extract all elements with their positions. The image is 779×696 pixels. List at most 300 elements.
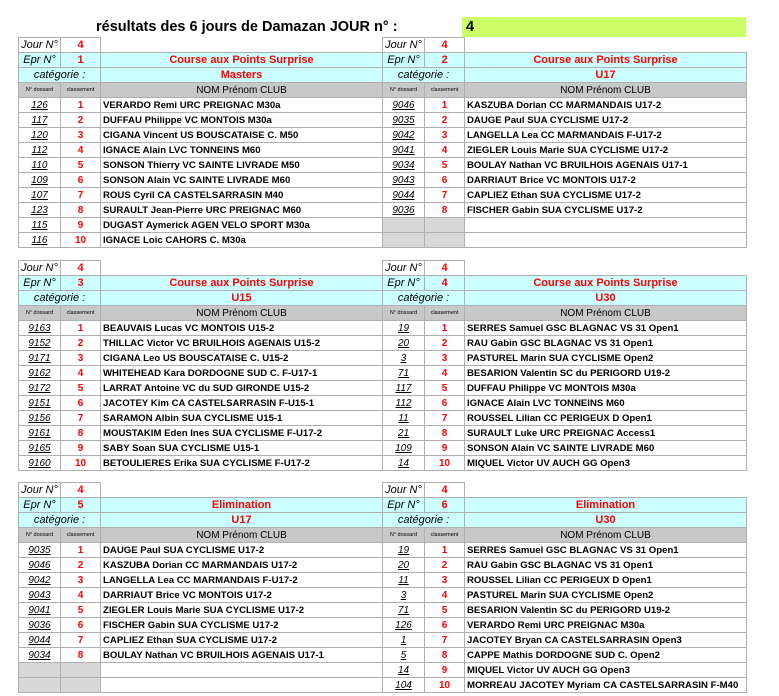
race-name: Elimination (465, 498, 747, 513)
dossard-number: 71 (383, 366, 425, 381)
rider-name-club: VERARDO Remi URC PREIGNAC M30a (101, 98, 383, 113)
table-row (19, 396, 383, 411)
dossard-number (19, 678, 61, 693)
column-header-row (383, 83, 747, 98)
classement-value: 1 (425, 543, 465, 558)
rider-name-club: MOUSTAKIM Eden Ines SUA CYCLISME F-U17-2 (101, 426, 383, 441)
classement-value (425, 233, 465, 248)
classement-value: 5 (61, 158, 101, 173)
club-header: NOM Prénom CLUB (465, 83, 747, 98)
rider-name-club: ROUSSEL Lilian CC PERIGEUX D Open1 (465, 573, 747, 588)
classement-value: 6 (61, 173, 101, 188)
dossard-number: 11 (383, 573, 425, 588)
classement-value: 4 (61, 366, 101, 381)
epr-row (383, 498, 747, 513)
classement-value: 4 (61, 143, 101, 158)
classement-value: 5 (425, 381, 465, 396)
race-name: Course aux Points Surprise (101, 276, 383, 291)
spacer (101, 261, 383, 276)
column-header-row (19, 83, 383, 98)
dossard-number: 9163 (19, 321, 61, 336)
table-row (19, 321, 383, 336)
rider-name-club: BEAUVAIS Lucas VC MONTOIS U15-2 (101, 321, 383, 336)
table-row (19, 158, 383, 173)
dossard-number (383, 218, 425, 233)
rider-name-club: IGNACE Alain LVC TONNEINS M60 (465, 396, 747, 411)
jour-label: Jour N° (19, 483, 61, 498)
club-header: NOM Prénom CLUB (101, 528, 383, 543)
epr-label: Epr N° (19, 53, 61, 68)
classement-value: 5 (425, 603, 465, 618)
dossard-number: 14 (383, 663, 425, 678)
table-row (19, 588, 383, 603)
epr-row (19, 498, 383, 513)
classement-value: 3 (425, 351, 465, 366)
dossard-number: 9044 (19, 633, 61, 648)
race-name: Elimination (101, 498, 383, 513)
dossard-number: 123 (19, 203, 61, 218)
category-row (19, 291, 383, 306)
classement-value: 4 (61, 588, 101, 603)
rider-name-club: IGNACE Alain LVC TONNEINS M60 (101, 143, 383, 158)
rider-name-club: FISCHER Gabin SUA CYCLISME U17-2 (465, 203, 747, 218)
category-value: Masters (101, 68, 383, 83)
jour-label: Jour N° (383, 261, 425, 276)
rider-name-club: BESARION Valentin SC du PERIGORD U19-2 (465, 366, 747, 381)
category-row (19, 513, 383, 528)
jour-value: 4 (425, 261, 465, 276)
category-row (19, 68, 383, 83)
dossard-header: N° dossard (19, 528, 61, 543)
dossard-number: 107 (19, 188, 61, 203)
classement-value: 8 (61, 203, 101, 218)
dossard-number: 9152 (19, 336, 61, 351)
spacer (465, 261, 747, 276)
dossard-number: 104 (383, 678, 425, 693)
dossard-number: 9156 (19, 411, 61, 426)
dossard-number: 112 (383, 396, 425, 411)
classement-header: classement (425, 528, 465, 543)
rider-name-club: MIQUEL Victor UV AUCH GG Open3 (465, 663, 747, 678)
dossard-header: N° dossard (19, 83, 61, 98)
rider-name-club: JACOTEY Kim CA CASTELSARRASIN F-U15-1 (101, 396, 383, 411)
classement-value: 2 (425, 113, 465, 128)
dossard-number: 19 (383, 321, 425, 336)
dossard-number: 120 (19, 128, 61, 143)
classement-value: 8 (425, 648, 465, 663)
epr-label: Epr N° (383, 498, 425, 513)
epr-row (383, 53, 747, 68)
classement-value: 4 (425, 366, 465, 381)
spacer (465, 483, 747, 498)
classement-value: 9 (61, 218, 101, 233)
table-row (19, 351, 383, 366)
table-row (19, 98, 383, 113)
classement-value: 8 (61, 426, 101, 441)
table-row (383, 381, 747, 396)
table-row (383, 143, 747, 158)
classement-value: 6 (425, 396, 465, 411)
table-row (383, 573, 747, 588)
page-header (0, 0, 779, 37)
rider-name-club: DARRIAUT Brice VC MONTOIS U17-2 (465, 173, 747, 188)
dossard-number: 9041 (383, 143, 425, 158)
table-row (383, 633, 747, 648)
table-row (383, 543, 747, 558)
table-row (19, 173, 383, 188)
category-label: catégorie : (383, 513, 465, 528)
classement-value: 5 (61, 603, 101, 618)
rider-name-club: SERRES Samuel GSC BLAGNAC VS 31 Open1 (465, 543, 747, 558)
dossard-number (383, 233, 425, 248)
rider-name-club: WHITEHEAD Kara DORDOGNE SUD C. F-U17-1 (101, 366, 383, 381)
classement-header: classement (425, 83, 465, 98)
dossard-number: 14 (383, 456, 425, 471)
dossard-number: 9161 (19, 426, 61, 441)
club-header: NOM Prénom CLUB (101, 306, 383, 321)
table-row (383, 603, 747, 618)
dossard-number: 116 (19, 233, 61, 248)
day-number: 4 (466, 19, 475, 35)
race-block (18, 260, 382, 471)
classement-value: 1 (61, 543, 101, 558)
dossard-header: N° dossard (19, 306, 61, 321)
table-row (383, 366, 747, 381)
category-label: catégorie : (19, 68, 101, 83)
rider-name-club: THILLAC Victor VC BRUILHOIS AGENAIS U15-2 (101, 336, 383, 351)
dossard-number: 3 (383, 351, 425, 366)
rider-name-club: SERRES Samuel GSC BLAGNAC VS 31 Open1 (465, 321, 747, 336)
rider-name-club (101, 663, 383, 678)
rider-name-club: SURAULT Jean-Pierre URC PREIGNAC M60 (101, 203, 383, 218)
table-row (19, 603, 383, 618)
category-value: U17 (101, 513, 383, 528)
dossard-number: 9044 (383, 188, 425, 203)
dossard-number: 9035 (19, 543, 61, 558)
dossard-number: 109 (19, 173, 61, 188)
classement-value: 2 (61, 336, 101, 351)
rider-name-club: PASTUREL Marin SUA CYCLISME Open2 (465, 588, 747, 603)
classement-value: 7 (425, 633, 465, 648)
jour-value: 4 (425, 483, 465, 498)
rider-name-club: LARRAT Antoine VC du SUD GIRONDE U15-2 (101, 381, 383, 396)
classement-value (61, 678, 101, 693)
category-value: U17 (465, 68, 747, 83)
table-row (383, 351, 747, 366)
epr-value: 2 (425, 53, 465, 68)
rider-name-club: ROUS Cyril CA CASTELSARRASIN M40 (101, 188, 383, 203)
table-row (383, 426, 747, 441)
club-header: NOM Prénom CLUB (465, 306, 747, 321)
dossard-number: 20 (383, 336, 425, 351)
dossard-number: 9036 (383, 203, 425, 218)
classement-value: 7 (61, 188, 101, 203)
spacer (101, 483, 383, 498)
classement-header: classement (61, 83, 101, 98)
rider-name-club: BESARION Valentin SC du PERIGORD U19-2 (465, 603, 747, 618)
rider-name-club: SURAULT Luke URC PREIGNAC Access1 (465, 426, 747, 441)
dossard-number: 109 (383, 441, 425, 456)
classement-value: 3 (61, 351, 101, 366)
table-row (19, 426, 383, 441)
epr-row (19, 276, 383, 291)
classement-value: 9 (61, 441, 101, 456)
rider-name-club: ZIEGLER Louis Marie SUA CYCLISME U17-2 (101, 603, 383, 618)
table-row (19, 441, 383, 456)
dossard-number: 110 (19, 158, 61, 173)
jour-label: Jour N° (19, 38, 61, 53)
epr-value: 3 (61, 276, 101, 291)
jour-label: Jour N° (383, 38, 425, 53)
dossard-number: 9160 (19, 456, 61, 471)
classement-value: 3 (61, 128, 101, 143)
classement-value: 5 (61, 381, 101, 396)
race-block (382, 260, 746, 471)
race-table (18, 37, 383, 248)
epr-row (383, 276, 747, 291)
dossard-number: 9171 (19, 351, 61, 366)
rider-name-club: CAPLIEZ Ethan SUA CYCLISME U17-2 (101, 633, 383, 648)
classement-value (425, 218, 465, 233)
category-label: catégorie : (383, 291, 465, 306)
jour-value: 4 (425, 38, 465, 53)
jour-row (383, 261, 747, 276)
dossard-number: 9046 (19, 558, 61, 573)
race-name: Course aux Points Surprise (101, 53, 383, 68)
category-value: U30 (465, 291, 747, 306)
classement-value: 10 (425, 678, 465, 693)
category-label: catégorie : (19, 291, 101, 306)
race-name: Course aux Points Surprise (465, 276, 747, 291)
table-row (383, 663, 747, 678)
rider-name-club: MIQUEL Victor UV AUCH GG Open3 (465, 456, 747, 471)
rider-name-club (465, 233, 747, 248)
classement-value: 8 (425, 203, 465, 218)
table-row (19, 573, 383, 588)
category-value: U30 (465, 513, 747, 528)
column-header-row (19, 528, 383, 543)
table-row (383, 173, 747, 188)
jour-row (19, 38, 383, 53)
table-row (19, 188, 383, 203)
race-table (382, 37, 747, 248)
dossard-number: 9042 (383, 128, 425, 143)
race-block (382, 482, 746, 693)
dossard-number: 9036 (19, 618, 61, 633)
jour-row (19, 483, 383, 498)
dossard-number: 9151 (19, 396, 61, 411)
classement-value: 5 (425, 158, 465, 173)
category-row (383, 291, 747, 306)
classement-value: 7 (61, 411, 101, 426)
rider-name-club: DUGAST Aymerick AGEN VELO SPORT M30a (101, 218, 383, 233)
rider-name-club (465, 218, 747, 233)
rider-name-club: MORREAU JACOTEY Myriam CA CASTELSARRASIN F-M40 (465, 678, 747, 693)
dossard-number: 117 (383, 381, 425, 396)
rider-name-club: SONSON Alain VC SAINTE LIVRADE M60 (101, 173, 383, 188)
race-block (382, 37, 746, 248)
jour-label: Jour N° (19, 261, 61, 276)
dossard-number: 9035 (383, 113, 425, 128)
dossard-number: 19 (383, 543, 425, 558)
classement-value: 9 (425, 663, 465, 678)
table-row (383, 128, 747, 143)
classement-value: 3 (425, 573, 465, 588)
epr-label: Epr N° (383, 276, 425, 291)
race-block (18, 37, 382, 248)
dossard-number: 112 (19, 143, 61, 158)
classement-value (61, 663, 101, 678)
race-table (18, 482, 383, 693)
epr-row (19, 53, 383, 68)
table-row (19, 381, 383, 396)
table-row (383, 188, 747, 203)
table-row (19, 336, 383, 351)
jour-row (19, 261, 383, 276)
table-row (383, 456, 747, 471)
classement-header: classement (61, 306, 101, 321)
dossard-number: 9034 (383, 158, 425, 173)
header-day-cell (462, 17, 746, 37)
table-row (19, 411, 383, 426)
spacer (465, 38, 747, 53)
rider-name-club: LANGELLA Lea CC MARMANDAIS F-U17-2 (101, 573, 383, 588)
dossard-number: 9043 (19, 588, 61, 603)
rider-name-club: DUFFAU Philippe VC MONTOIS M30a (465, 381, 747, 396)
rider-name-club: CAPPE Mathis DORDOGNE SUD C. Open2 (465, 648, 747, 663)
table-row (19, 678, 383, 693)
club-header: NOM Prénom CLUB (465, 528, 747, 543)
classement-header: classement (61, 528, 101, 543)
rider-name-club: CAPLIEZ Ethan SUA CYCLISME U17-2 (465, 188, 747, 203)
epr-value: 5 (61, 498, 101, 513)
classement-value: 9 (425, 441, 465, 456)
category-label: catégorie : (383, 68, 465, 83)
table-row (383, 618, 747, 633)
classement-value: 6 (425, 173, 465, 188)
epr-label: Epr N° (19, 276, 61, 291)
classement-value: 10 (425, 456, 465, 471)
dossard-number: 11 (383, 411, 425, 426)
rider-name-club: DARRIAUT Brice VC MONTOIS U17-2 (101, 588, 383, 603)
dossard-number: 9162 (19, 366, 61, 381)
rider-name-club: FISCHER Gabin SUA CYCLISME U17-2 (101, 618, 383, 633)
table-row (19, 633, 383, 648)
classement-value: 4 (425, 588, 465, 603)
dossard-number: 3 (383, 588, 425, 603)
rider-name-club: SABY Soan SUA CYCLISME U15-1 (101, 441, 383, 456)
rider-name-club: BETOULIERES Erika SUA CYCLISME F-U17-2 (101, 456, 383, 471)
table-row (383, 218, 747, 233)
classement-value: 4 (425, 143, 465, 158)
rider-name-club: CIGANA Leo US BOUSCATAISE C. U15-2 (101, 351, 383, 366)
category-value: U15 (101, 291, 383, 306)
dossard-number: 126 (19, 98, 61, 113)
race-block (18, 482, 382, 693)
dossard-number: 9034 (19, 648, 61, 663)
classement-value: 7 (425, 411, 465, 426)
column-header-row (383, 306, 747, 321)
jour-row (383, 38, 747, 53)
table-row (383, 648, 747, 663)
dossard-header: N° dossard (383, 528, 425, 543)
rider-name-club: DAUGE Paul SUA CYCLISME U17-2 (101, 543, 383, 558)
race-table (382, 260, 747, 471)
dossard-number: 1 (383, 633, 425, 648)
table-row (383, 396, 747, 411)
dossard-header: N° dossard (383, 83, 425, 98)
classement-value: 6 (61, 396, 101, 411)
classement-value: 3 (61, 573, 101, 588)
rider-name-club (101, 678, 383, 693)
dossard-number (19, 663, 61, 678)
classement-value: 8 (61, 648, 101, 663)
classement-value: 1 (61, 98, 101, 113)
table-row (383, 678, 747, 693)
dossard-number: 20 (383, 558, 425, 573)
jour-value: 4 (61, 38, 101, 53)
table-row (383, 158, 747, 173)
dossard-number: 9041 (19, 603, 61, 618)
classement-value: 10 (61, 456, 101, 471)
classement-value: 7 (425, 188, 465, 203)
classement-value: 1 (425, 321, 465, 336)
table-row (383, 113, 747, 128)
table-row (383, 588, 747, 603)
table-row (19, 143, 383, 158)
rider-name-club: DUFFAU Philippe VC MONTOIS M30a (101, 113, 383, 128)
dossard-number: 9042 (19, 573, 61, 588)
table-row (383, 321, 747, 336)
epr-value: 4 (425, 276, 465, 291)
epr-value: 1 (61, 53, 101, 68)
dossard-number: 9046 (383, 98, 425, 113)
table-row (19, 233, 383, 248)
page-title: résultats des 6 jours de Damazan JOUR n° : (96, 19, 398, 35)
epr-label: Epr N° (19, 498, 61, 513)
table-row (19, 543, 383, 558)
category-row (383, 513, 747, 528)
rider-name-club: VERARDO Remi URC PREIGNAC M30a (465, 618, 747, 633)
rider-name-club: PASTUREL Marin SUA CYCLISME Open2 (465, 351, 747, 366)
table-row (19, 663, 383, 678)
table-row (19, 558, 383, 573)
dossard-number: 126 (383, 618, 425, 633)
classement-value: 3 (425, 128, 465, 143)
rider-name-club: KASZUBA Dorian CC MARMANDAIS U17-2 (465, 98, 747, 113)
classement-value: 8 (425, 426, 465, 441)
rider-name-club: JACOTEY Bryan CA CASTELSARRASIN Open3 (465, 633, 747, 648)
classement-value: 2 (61, 113, 101, 128)
column-header-row (383, 528, 747, 543)
table-row (383, 233, 747, 248)
classement-value: 2 (61, 558, 101, 573)
dossard-number: 9165 (19, 441, 61, 456)
rider-name-club: SONSON Alain VC SAINTE LIVRADE M60 (465, 441, 747, 456)
table-row (19, 366, 383, 381)
dossard-number: 117 (19, 113, 61, 128)
rider-name-club: BOULAY Nathan VC BRUILHOIS AGENAIS U17-1 (465, 158, 747, 173)
rider-name-club: KASZUBA Dorian CC MARMANDAIS U17-2 (101, 558, 383, 573)
rider-name-club: CIGANA Vincent US BOUSCATAISE C. M50 (101, 128, 383, 143)
club-header: NOM Prénom CLUB (101, 83, 383, 98)
column-header-row (19, 306, 383, 321)
table-row (19, 648, 383, 663)
spacer (101, 38, 383, 53)
rider-name-club: IGNACE Loic CAHORS C. M30a (101, 233, 383, 248)
race-table (18, 260, 383, 471)
table-row (383, 411, 747, 426)
